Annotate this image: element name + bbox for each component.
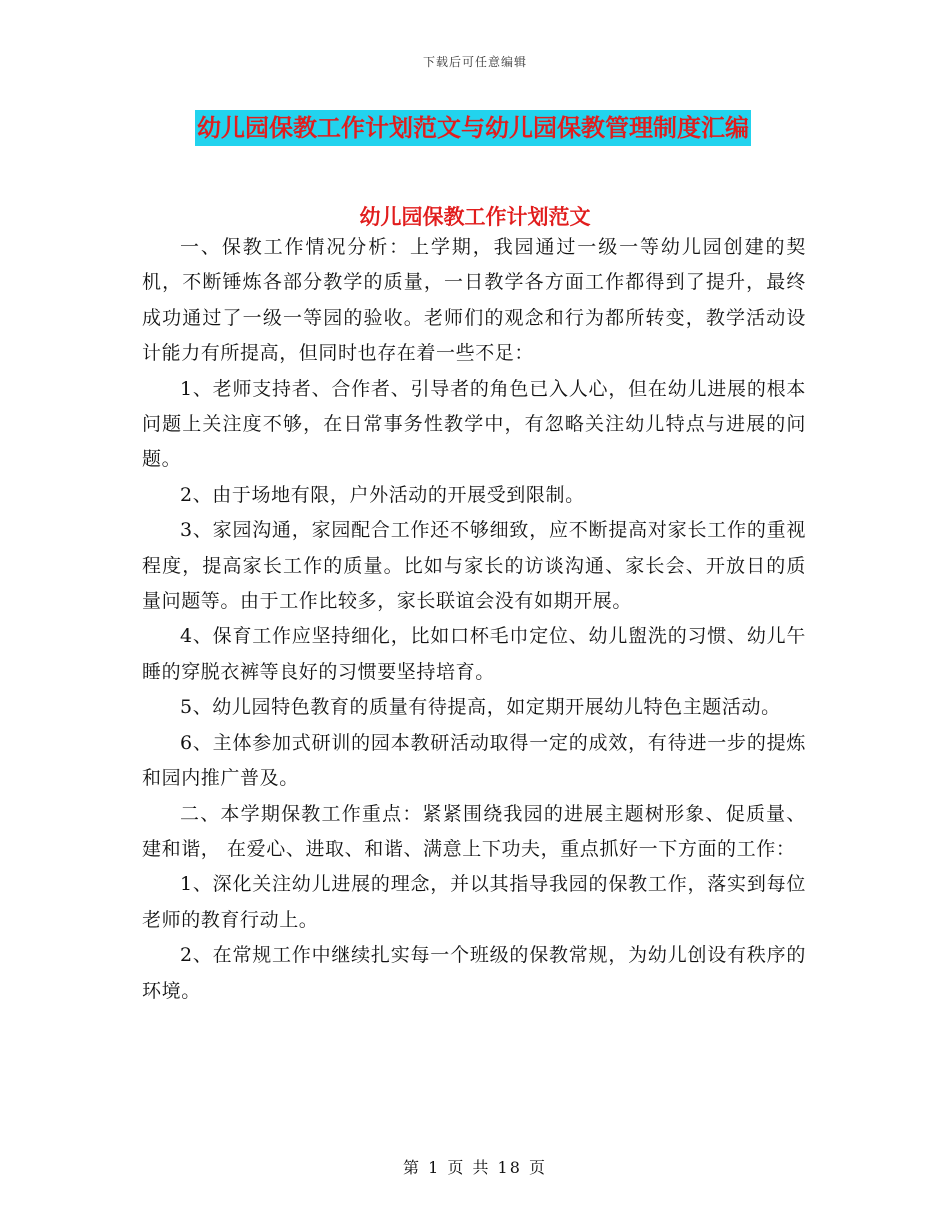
paragraph-focus-item-1: 1、深化关注幼儿进展的理念，并以其指导我园的保教工作，落实到每位老师的教育行动上。 <box>142 873 806 931</box>
paragraph-item-6: 6、主体参加式研训的园本教研活动取得一定的成效，有待进一步的提炼和园内推广普及。 <box>142 731 806 790</box>
paragraph-focus: 二、本学期保教工作重点：紧紧围绕我园的进展主题树形象、促质量、建和谐， 在爱心、进取、和谐、满意上下功夫，重点抓好一下方面的工作： <box>142 802 806 860</box>
document-title: 幼儿园保教工作计划范文与幼儿园保教管理制度汇编 <box>195 110 751 146</box>
paragraph-item-4: 4、保育工作应坚持细化，比如口杯毛巾定位、幼儿盥洗的习惯、幼儿午睡的穿脱衣裤等良好的习惯要坚持培育。 <box>142 625 806 683</box>
paragraph-item-1: 1、老师支持者、合作者、引导者的角色已入人心，但在幼儿进展的根本问题上关注度不够，在日常事务性教学中，有忽略关注幼儿特点与进展的问题。 <box>142 377 806 471</box>
paragraph-focus-item-2: 2、在常规工作中继续扎实每一个班级的保教常规，为幼儿创设有秩序的环境。 <box>142 944 806 1002</box>
paragraph-item-5: 5、幼儿园特色教育的质量有待提高，如定期开展幼儿特色主题活动。 <box>180 696 781 719</box>
page-number: 第 1 页 共 18 页 <box>403 1158 547 1177</box>
page-header-note: 下载后可任意编辑 <box>422 55 527 69</box>
document-body <box>142 230 806 1009</box>
paragraph-item-2: 2、由于场地有限，户外活动的开展受到限制。 <box>180 483 585 506</box>
paragraph-item-3: 3、家园沟通，家园配合工作还不够细致，应不断提高对家长工作的重视程度，提高家长工作的质量。比如与家长的访谈沟通、家长会、开放日的质量问题等。由于工作比较多，家长联谊会没有如期开展。 <box>142 519 806 613</box>
section-title: 幼儿园保教工作计划范文 <box>359 205 591 229</box>
paragraph-analysis: 一、保教工作情况分析：上学期，我园通过一级一等幼儿园创建的契机，不断锤炼各部分教学的质量，一日教学各方面工作都得到了提升，最终成功通过了一级一等园的验收。老师们的观念和行为都所转变，教学活动设计能力有所提高，但同时也存在着一些不足： <box>142 236 806 365</box>
